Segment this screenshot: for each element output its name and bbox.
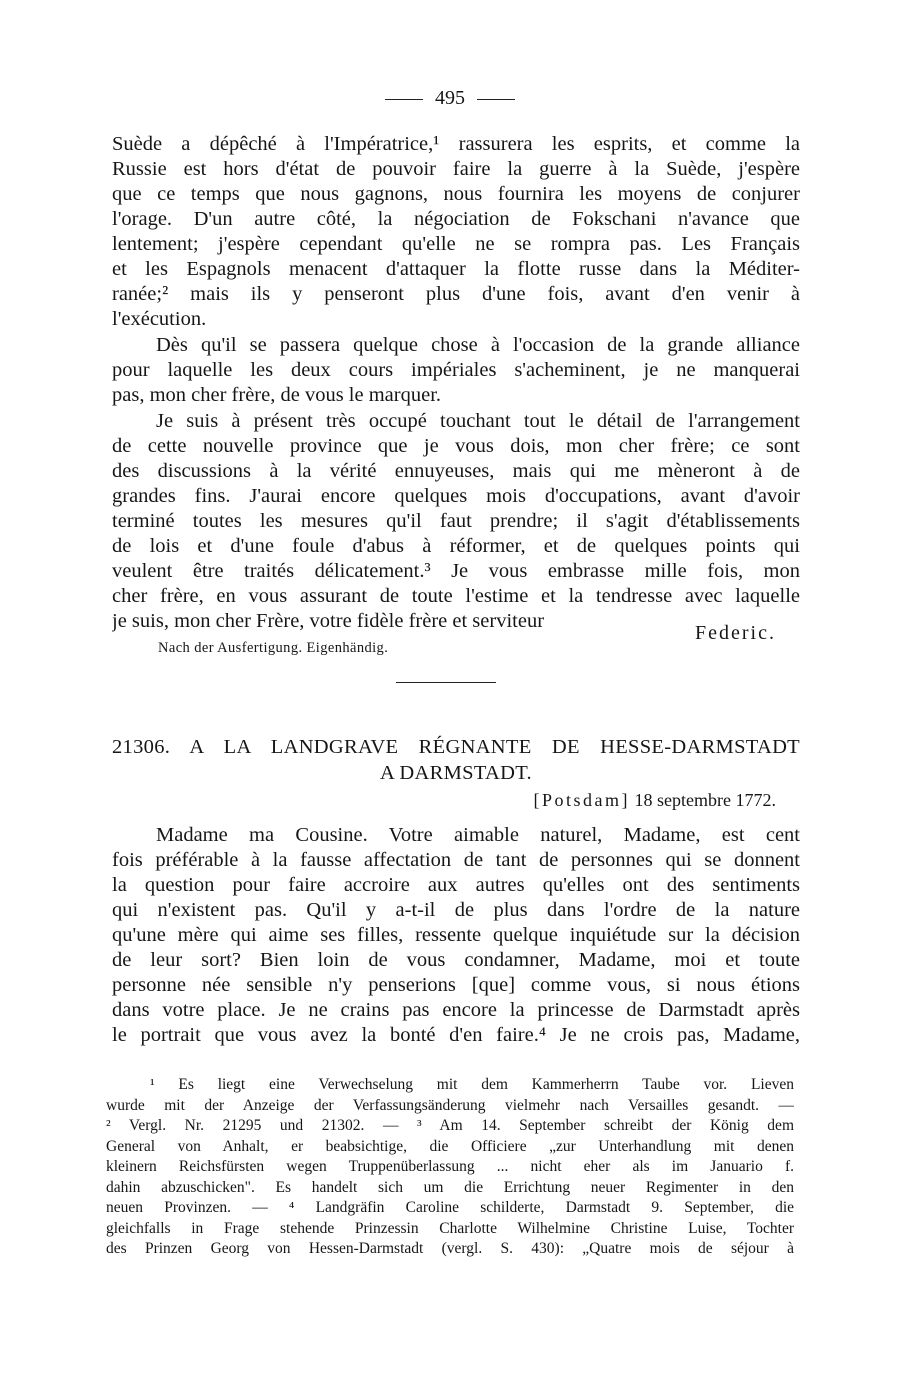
dateline (534, 790, 776, 811)
letter-recipient: A LA LANDGRAVE RÉGNANTE DE HESSE-DARMSTADT (189, 736, 800, 758)
footnote-line: General von Anhalt, er beabsichtige, die Officiere „zur Unterhandlung mit denen (106, 1137, 794, 1155)
text-line: de lois et d'une foule d'abus à réformer, et de quelques points qui (112, 535, 800, 557)
text-line: personne née sensible n'y penserions [que] comme vous, si nous étions (112, 974, 800, 996)
text-line: ranée;² mais ils y penseront plus d'une fois, avant d'en venir à (112, 283, 800, 305)
text-line: qui n'existent pas. Qu'il y a-t-il de plus dans l'ordre de la nature (112, 899, 800, 921)
letter-heading-line-1 (112, 735, 800, 759)
text-line: lentement; j'espère cependant qu'elle ne se rompra pas. Les Français (112, 233, 800, 255)
footnote-line: dahin abzuschicken". Es handelt sich um die Errichtung neuer Regimenter in den (106, 1178, 794, 1196)
text-line: la question pour faire accroire aux autres qu'elles ont des sentiments (112, 874, 800, 896)
letter-heading-line-2: A DARMSTADT. (380, 762, 532, 784)
letter-number: 21306. (112, 736, 171, 758)
footnote-line: ² Vergl. Nr. 21295 und 21302. — ³ Am 14. September schreibt der König dem (106, 1117, 794, 1134)
page-number-text: 495 (435, 87, 465, 109)
page-number (0, 86, 900, 110)
paragraph-3 (112, 409, 800, 644)
footnote-line: des Prinzen Georg von Hessen-Darmstadt (vergl. S. 430): „Quatre mois de séjour à (106, 1240, 794, 1257)
signature: Federic. (695, 622, 776, 644)
letter-body (112, 823, 800, 1048)
text-line: de leur sort? Bien loin de vous condamner, Madame, moi et toute (112, 949, 800, 971)
footnote-line: neuen Provinzen. — ⁴ Landgräfin Caroline schilderte, Darmstadt 9. September, die (106, 1199, 794, 1216)
text-line: Madame ma Cousine. Votre aimable naturel, Madame, est cent (156, 824, 800, 846)
letter-heading (112, 735, 800, 785)
footnote-line: wurde mit der Anzeige der Verfassungsänderung vielmehr nach Versailles gesandt. — (106, 1096, 794, 1114)
text-line: Je suis à présent très occupé touchant tout le détail de l'arrangement (156, 410, 800, 432)
paragraph-2 (112, 333, 800, 408)
text-line: pour laquelle les deux cours impériales s'acheminent, je ne manquerai (112, 359, 800, 381)
text-line: le portrait que vous avez la bonté d'en faire.⁴ Je ne crois pas, Madame, (112, 1024, 800, 1046)
text-line: veulent être traités délicatement.³ Je vous embrasse mille fois, mon (112, 560, 800, 582)
text-line: l'exécution. (112, 308, 207, 330)
paragraph-1 (112, 132, 800, 332)
dateline-place: [Potsdam] (533, 790, 631, 810)
page-number-dash-right (477, 99, 515, 100)
text-line: et les Espagnols menacent d'attaquer la flotte russe dans la Méditer- (112, 258, 800, 280)
text-line: de cette nouvelle province que je vous dois, mon cher frère; ce sont (112, 435, 800, 457)
source-note: Nach der Ausfertigung. Eigenhändig. (158, 640, 389, 656)
text-line: Suède a dépêché à l'Impératrice,¹ rassurera les esprits, et comme la (112, 133, 800, 155)
footnote-line: gleichfalls in Frage stehende Prinzessin Charlotte Wilhelmine Christine Luise, Tochter (106, 1219, 794, 1237)
text-line: Dès qu'il se passera quelque chose à l'occasion de la grande alliance (156, 334, 800, 356)
text-line: qu'une mère qui aime ses filles, ressente quelque inquiétude sur la décision (112, 924, 800, 946)
text-line: cher frère, en vous assurant de toute l'estime et la tendresse avec laquelle (112, 585, 800, 607)
dateline-date: 18 septembre 1772. (634, 790, 776, 810)
footnote-line: kleinern Reichsfürsten wegen Truppenüberlassung ... nicht eher als im Januario f. (106, 1158, 794, 1175)
footnote-line: ¹ Es liegt eine Verwechselung mit dem Kammerherrn Taube vor. Lieven (150, 1076, 794, 1093)
text-line: l'orage. D'un autre côté, la négociation de Fokschani n'avance que (112, 208, 800, 230)
text-line: fois préférable à la fausse affectation de tant de personnes qui se donnent (112, 849, 800, 871)
footnotes (106, 1075, 794, 1260)
text-line: dans votre place. Je ne crains pas encore la princesse de Darmstadt après (112, 999, 800, 1021)
closing-line: je suis, mon cher Frère, votre fidèle frère et serviteur (112, 610, 545, 632)
text-line: grandes fins. J'aurai encore quelques mois d'occupations, avant d'avoir (112, 485, 800, 507)
section-divider (396, 682, 496, 683)
page-number-dash-left (385, 99, 423, 100)
text-line: pas, mon cher frère, de vous le marquer. (112, 384, 442, 406)
text-line: que ce temps que nous gagnons, nous fournira les moyens de conjurer (112, 183, 800, 205)
text-line: Russie est hors d'état de pouvoir faire la guerre à la Suède, j'espère (112, 158, 800, 180)
text-line: terminé toutes les mesures qu'il faut prendre; il s'agit d'établissements (112, 510, 800, 532)
text-line: des discussions à la vérité ennuyeuses, mais qui me mèneront à de (112, 460, 800, 482)
closing-row (112, 609, 800, 644)
